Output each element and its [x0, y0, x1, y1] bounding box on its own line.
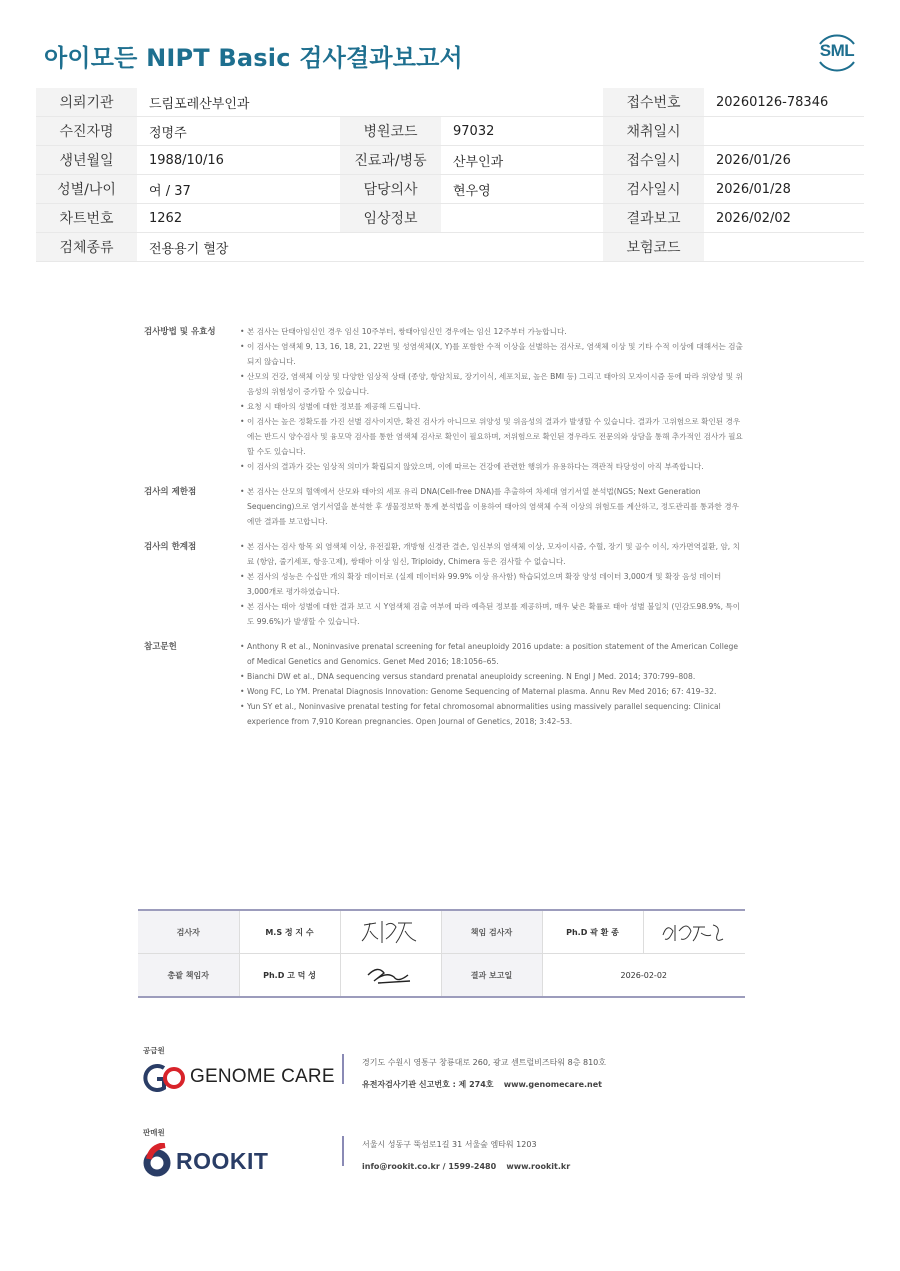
info-value [704, 117, 864, 146]
supplier-name: GENOME CARE [190, 1066, 335, 1087]
seller-contact: info@rookit.co.kr / 1599-2480 [362, 1162, 497, 1171]
info-row [36, 146, 864, 175]
report-title: 아이모든 NIPT Basic 검사결과보고서 [44, 44, 463, 72]
seller-address: 서울시 성동구 뚝섬로1길 31 서울숲 엠타워 1203 [362, 1140, 537, 1149]
info-label: 의뢰기관 [36, 88, 137, 117]
section-bullet-item: • Bianchi DW et al., DNA sequencing versus standard prenatal aneuploidy screening. N Engl J Med. 2014; 370:799–808. [240, 669, 744, 684]
inspector-name: M.S 정 지 수 [239, 910, 340, 954]
section-bullet-item: • 본 검사는 검사 항목 외 염색체 이상, 유전질환, 개방형 신경관 결손, 임신부의 염색체 이상, 모자이시즘, 수혈, 장기 및 골수 이식, 자가면역질환, 암, 치료 (항암, 줄기세포, 항응고제), 쌍태아 이상 임신, Triploidy, Chimera 등은 검사할 수 없습니다. [240, 539, 744, 569]
info-label: 채취일시 [603, 117, 704, 146]
section-bullet-item: • 본 검사는 산모의 혈액에서 산모와 태아의 세포 유리 DNA(Cell-free DNA)를 추출하여 차세대 염기서열 분석법(NGS; Next Generation Sequencing)으로 염기서열을 분석한 후 생물정보학 통계 분석법을 이용하여 태아의 염색체 수적 이상의 위험도를 계산하고, 정도관리를 통과한 경우에만 결과를 보고합니다. [240, 484, 744, 529]
notes-section [144, 484, 744, 529]
supplier-divider [342, 1054, 344, 1084]
supplier-registration: 유전자검사기관 신고번호 : 제 274호 [362, 1080, 494, 1089]
info-value: 산부인과 [441, 146, 603, 175]
sml-logo-text: SML [819, 41, 855, 60]
info-row [36, 88, 864, 117]
info-value [441, 204, 603, 233]
info-label: 진료과/병동 [340, 146, 441, 175]
notes-sections [144, 324, 744, 739]
info-value: 드림포레산부인과 [137, 88, 603, 117]
info-label: 병원코드 [340, 117, 441, 146]
info-row [36, 117, 864, 146]
info-row [36, 204, 864, 233]
notes-section [144, 639, 744, 729]
report-date-value: 2026-02-02 [620, 970, 667, 980]
info-label: 임상정보 [340, 204, 441, 233]
section-bullet-item: • 산모의 건강, 염색체 이상 및 다양한 임상적 상태 (종양, 항암치료, 장기이식, 세포치료, 높은 BMI 등) 그리고 태아의 모자이시즘 등에 따라 위양성 및 위음성의 위험성이 증가할 수 있습니다. [240, 369, 744, 399]
director-signature [340, 954, 441, 998]
info-label: 검체종류 [36, 233, 137, 262]
info-value: 1988/10/16 [137, 146, 340, 175]
info-row [36, 175, 864, 204]
patient-info-table [36, 88, 864, 262]
section-bullet-item: • 요청 시 태아의 성별에 대한 정보를 제공해 드립니다. [240, 399, 744, 414]
section-bullet-item: • Wong FC, Lo YM. Prenatal Diagnosis Innovation: Genome Sequencing of Maternal plasma. Annu Rev Med 2016; 67: 419–32. [240, 684, 744, 699]
info-value: 현우영 [441, 175, 603, 204]
inspector-signature [340, 910, 441, 954]
info-label: 보험코드 [603, 233, 704, 262]
notes-section [144, 539, 744, 629]
handwritten-signature-icon [356, 915, 426, 949]
info-label: 생년월일 [36, 146, 137, 175]
director-name: Ph.D 고 덕 성 [239, 954, 340, 998]
genome-care-logo-icon [142, 1062, 188, 1094]
info-label: 결과보고 [603, 204, 704, 233]
handwritten-signature-icon [657, 917, 731, 947]
section-bullet-item: • 이 검사의 결과가 갖는 임상적 의미가 확립되지 않았으며, 이에 따르는 건강에 관련한 행위가 유용하다는 객관적 타당성이 아직 부족합니다. [240, 459, 744, 474]
seller-divider [342, 1136, 344, 1166]
info-label: 수진자명 [36, 117, 137, 146]
info-value: 2026/01/28 [704, 175, 864, 204]
supplier-role-label: 공급원 [143, 1046, 165, 1055]
section-title: 참고문헌 [144, 642, 177, 652]
section-bullet-item: • Anthony R et al., Noninvasive prenatal screening for fetal aneuploidy 2016 update: a position statement of the American College of Medical Genetics and Genomics. Genet Med 2016; 18:1056–65. [240, 639, 744, 669]
info-value: 2026/01/26 [704, 146, 864, 175]
section-bullet-item: • 본 검사는 태아 성별에 대한 결과 보고 시 Y염색체 검출 여부에 따라 예측된 정보를 제공하며, 매우 낮은 확률로 태아 성별 불일치 (민감도98.9%, 특이도 99.6%)가 발생할 수 있습니다. [240, 599, 744, 629]
rookit-logo-icon [141, 1143, 173, 1177]
info-value: 1262 [137, 204, 340, 233]
info-label: 차트번호 [36, 204, 137, 233]
info-label: 담당의사 [340, 175, 441, 204]
seller-address-block [362, 1134, 570, 1178]
info-value [704, 233, 864, 262]
inspector-label: 검사자 [138, 910, 239, 954]
seller-role-label: 판매원 [143, 1128, 165, 1137]
chief-inspector-label: 책임 검사자 [441, 910, 542, 954]
section-bullet-item: • 이 검사는 염색체 9, 13, 16, 18, 21, 22번 및 성염색체(X, Y)를 포함한 수적 이상을 선별하는 검사로, 염색체 이상 및 기타 수적 이상에 대해서는 검출되지 않습니다. [240, 339, 744, 369]
info-value: 전용용기 혈장 [137, 233, 603, 262]
info-value: 정명주 [137, 117, 340, 146]
info-label: 성별/나이 [36, 175, 137, 204]
section-title: 검사방법 및 유효성 [144, 327, 216, 337]
sml-logo [812, 30, 862, 76]
info-label: 접수번호 [603, 88, 704, 117]
info-value: 97032 [441, 117, 603, 146]
info-row [36, 233, 864, 262]
section-bullet-item: • 이 검사는 높은 정확도를 가진 선별 검사이지만, 확진 검사가 아니므로 위양성 및 위음성의 결과가 발생할 수 있습니다. 결과가 고위험으로 확인된 경우에는 반드시 양수검사 및 융모막 검사를 통한 염색체 검사로 확인이 필요하며, 저위험으로 확인된 경우라도 전문의와 상담을 통해 추가적인 검사가 필요할 수도 있습니다. [240, 414, 744, 459]
supplier-address: 경기도 수원시 영통구 창룡대로 260, 광교 센트럴비즈타워 8층 810호 [362, 1058, 606, 1067]
section-bullet-item: • 본 검사의 성능은 수십만 개의 확장 데이터로 (실제 데이터와 99.9% 이상 유사함) 학습되었으며 확장 양성 데이터 3,000개 및 확장 음성 데이터 3,000개로 평가하였습니다. [240, 569, 744, 599]
report-date-label: 결과 보고일 [441, 954, 542, 998]
seller-name: ROOKIT [176, 1148, 269, 1174]
section-bullet-item: • 본 검사는 단태아임신인 경우 임신 10주부터, 쌍태아임신인 경우에는 임신 12주부터 가능합니다. [240, 324, 744, 339]
info-value: 2026/02/02 [704, 204, 864, 233]
info-value: 여 / 37 [137, 175, 340, 204]
info-label: 접수일시 [603, 146, 704, 175]
supplier-website: www.genomecare.net [503, 1080, 602, 1089]
chief-inspector-name: Ph.D 곽 환 종 [542, 910, 643, 954]
seller-website: www.rookit.kr [506, 1162, 571, 1171]
info-label: 검사일시 [603, 175, 704, 204]
signature-table [138, 909, 745, 998]
section-title: 검사의 제한점 [144, 487, 197, 497]
info-value: 20260126-78346 [704, 88, 864, 117]
director-label: 총괄 책임자 [138, 954, 239, 998]
section-title: 검사의 한계점 [144, 542, 197, 552]
handwritten-signature-icon [364, 963, 418, 987]
supplier-address-block [362, 1052, 606, 1096]
notes-section [144, 324, 744, 474]
section-bullet-item: • Yun SY et al., Noninvasive prenatal testing for fetal chromosomal abnormalities using massively parallel sequencing: Clinical experience from 7,910 Korean pregnancies. Open Journal of Genetics, 2018; 3:42–53. [240, 699, 744, 729]
chief-inspector-signature [643, 910, 745, 954]
